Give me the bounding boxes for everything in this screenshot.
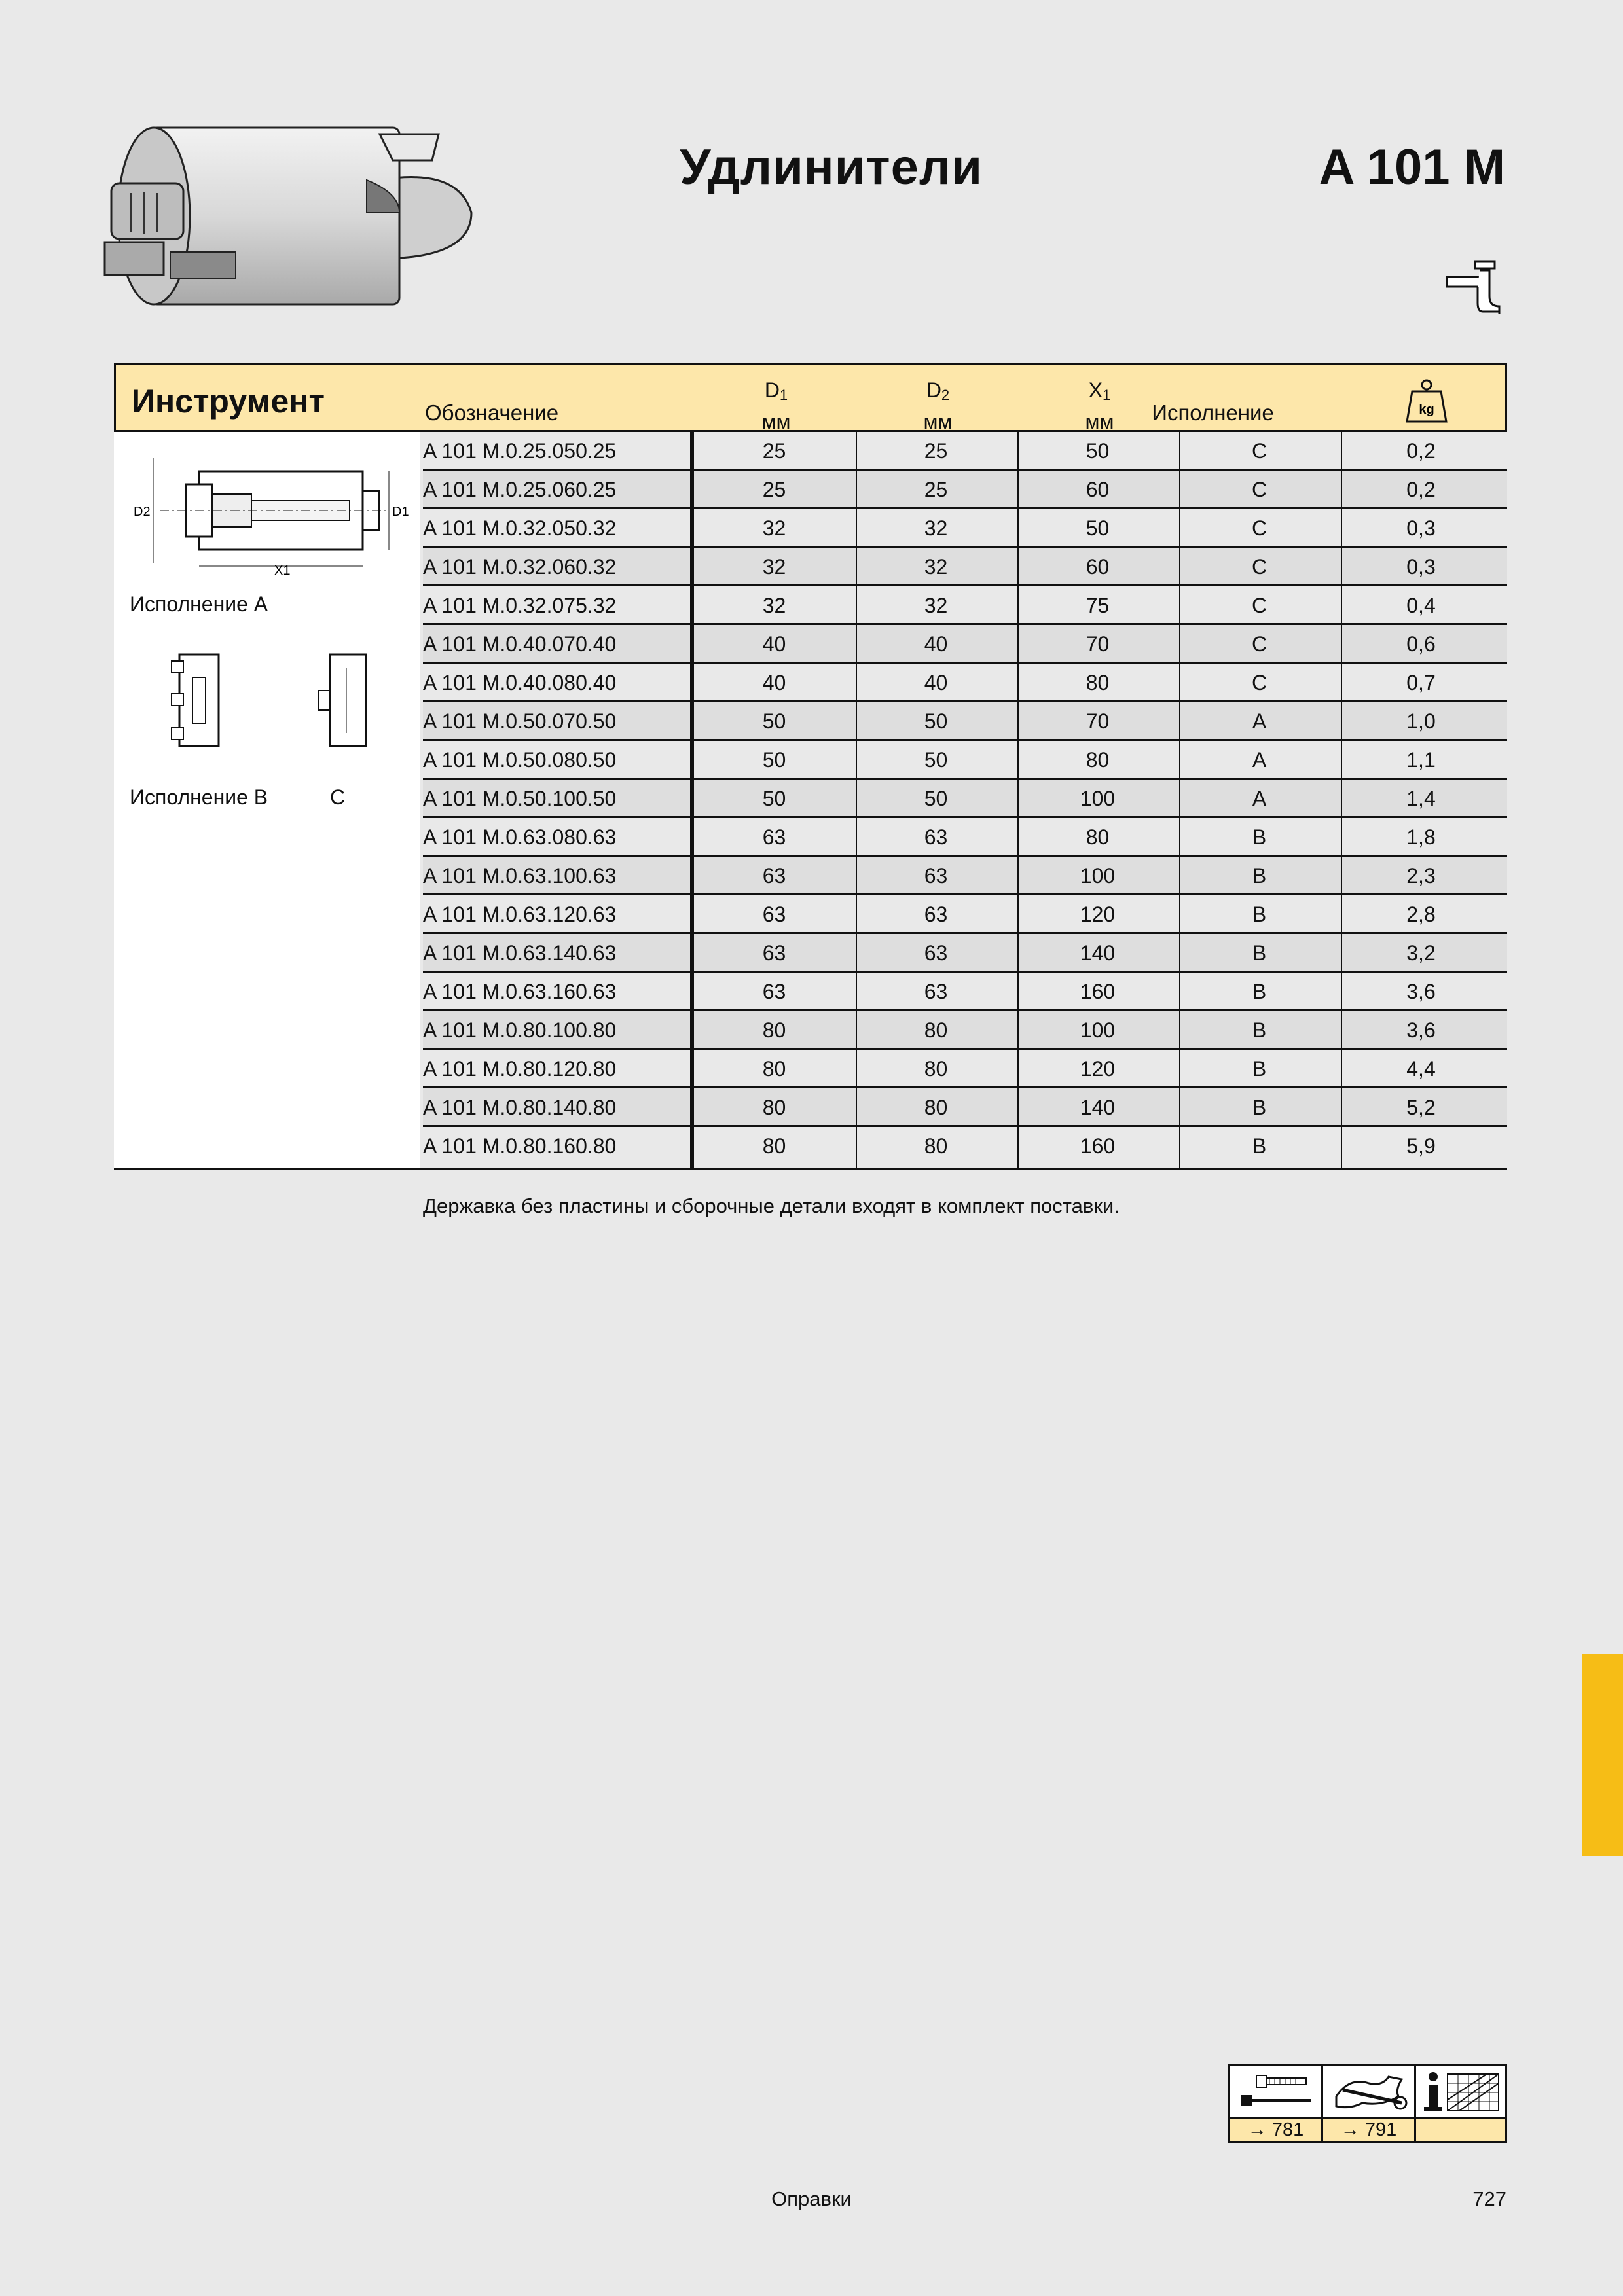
- cell-designation: A 101 M.0.80.100.80: [423, 1018, 617, 1042]
- cell-execution: B: [1252, 825, 1267, 849]
- cell-d2: 32: [924, 516, 948, 540]
- table-row: [423, 1088, 1507, 1127]
- cell-weight: 5,9: [1406, 1134, 1436, 1158]
- table-row: [423, 586, 1507, 625]
- execution-a-label: Исполнение A: [130, 592, 268, 616]
- header-designation: Обозначение: [425, 401, 559, 425]
- table-row: [423, 741, 1507, 780]
- cell-x1: 80: [1085, 748, 1110, 772]
- column-divider: [690, 432, 694, 1170]
- cell-x1: 60: [1085, 555, 1110, 579]
- table-bottom-rule: [114, 1168, 1507, 1170]
- cell-weight: 3,6: [1406, 1018, 1436, 1042]
- footnote: Державка без пластины и сборочные детали входят в комплект поставки.: [423, 1194, 1120, 1217]
- cell-x1: 60: [1085, 478, 1110, 501]
- table-row: [423, 934, 1507, 973]
- cell-x1: 70: [1085, 632, 1110, 656]
- cell-x1: 80: [1085, 825, 1110, 849]
- cell-x1: 100: [1080, 1018, 1116, 1042]
- cell-designation: A 101 M.0.80.160.80: [423, 1134, 617, 1158]
- cell-designation: A 101 M.0.63.100.63: [423, 864, 617, 888]
- cell-x1: 100: [1080, 864, 1116, 888]
- cell-d1: 80: [762, 1096, 786, 1119]
- cell-d1: 63: [762, 825, 786, 849]
- table-row: [423, 973, 1507, 1011]
- cell-d2: 25: [924, 439, 948, 463]
- cell-d1: 63: [762, 903, 786, 926]
- cell-d2: 63: [924, 903, 948, 926]
- cell-execution: B: [1252, 903, 1267, 926]
- svg-text:X1: X1: [274, 564, 291, 576]
- cell-d2: 80: [924, 1134, 948, 1158]
- cell-x1: 160: [1080, 1134, 1116, 1158]
- table-row: [423, 471, 1507, 509]
- cell-execution: A: [1252, 709, 1267, 733]
- cell-d2: 80: [924, 1057, 948, 1081]
- column-divider: [1179, 432, 1180, 1170]
- cell-designation: A 101 M.0.63.140.63: [423, 941, 617, 965]
- cell-execution: B: [1252, 980, 1267, 1003]
- cell-designation: A 101 M.0.63.160.63: [423, 980, 617, 1003]
- table-row: [423, 702, 1507, 741]
- cell-d2: 40: [924, 671, 948, 694]
- ref-791-label[interactable]: → 791: [1323, 2117, 1414, 2141]
- table-row: [423, 818, 1507, 857]
- cell-d2: 80: [924, 1096, 948, 1119]
- cell-d2: 50: [924, 787, 948, 810]
- cell-execution: C: [1251, 671, 1267, 694]
- cell-execution: A: [1252, 787, 1267, 810]
- cell-execution: C: [1251, 555, 1267, 579]
- cell-designation: A 101 M.0.50.080.50: [423, 748, 617, 772]
- cell-x1: 160: [1080, 980, 1116, 1003]
- weight-icon: [1404, 378, 1449, 424]
- cell-d2: 80: [924, 1018, 948, 1042]
- ref-info-label: [1416, 2117, 1505, 2141]
- cell-weight: 1,8: [1406, 825, 1436, 849]
- cell-designation: A 101 M.0.32.060.32: [423, 555, 617, 579]
- cell-d2: 63: [924, 864, 948, 888]
- cell-weight: 5,2: [1406, 1096, 1436, 1119]
- ref-781-label[interactable]: → 781: [1230, 2117, 1321, 2141]
- table-header: [114, 363, 1507, 432]
- wrench-hand-icon: [1330, 2070, 1410, 2113]
- cell-weight: 2,3: [1406, 864, 1436, 888]
- cell-d2: 32: [924, 555, 948, 579]
- product-table: [114, 363, 1507, 1166]
- ref-assembly[interactable]: [1323, 2066, 1416, 2141]
- cell-designation: A 101 M.0.80.140.80: [423, 1096, 617, 1119]
- cell-designation: A 101 M.0.40.080.40: [423, 671, 617, 694]
- cell-d2: 50: [924, 709, 948, 733]
- cell-d2: 40: [924, 632, 948, 656]
- cell-execution: B: [1252, 1057, 1267, 1081]
- ref-spare-parts[interactable]: [1230, 2066, 1323, 2141]
- cell-weight: 1,1: [1406, 748, 1436, 772]
- cell-d1: 32: [762, 594, 786, 617]
- execution-c-label: C: [330, 785, 346, 809]
- column-divider: [1341, 432, 1342, 1170]
- cell-designation: A 101 M.0.25.060.25: [423, 478, 617, 501]
- cell-d1: 50: [762, 709, 786, 733]
- cell-d2: 50: [924, 748, 948, 772]
- cell-x1: 140: [1080, 1096, 1116, 1119]
- cell-designation: A 101 M.0.50.100.50: [423, 787, 617, 810]
- column-divider: [1017, 432, 1019, 1170]
- cell-weight: 4,4: [1406, 1057, 1436, 1081]
- table-row: [423, 432, 1507, 471]
- cell-execution: A: [1252, 748, 1267, 772]
- execution-b-label: Исполнение B: [130, 785, 268, 809]
- screw-icon: [1237, 2072, 1315, 2112]
- cell-d2: 25: [924, 478, 948, 501]
- cell-d1: 80: [762, 1018, 786, 1042]
- cell-weight: 0,4: [1406, 594, 1436, 617]
- table-row: [423, 895, 1507, 934]
- cell-weight: 0,3: [1406, 516, 1436, 540]
- section-tab[interactable]: [1582, 1654, 1623, 1856]
- cell-weight: 3,2: [1406, 941, 1436, 965]
- cell-execution: B: [1252, 864, 1267, 888]
- cell-execution: B: [1252, 941, 1267, 965]
- cell-execution: C: [1251, 594, 1267, 617]
- cell-d1: 25: [762, 439, 786, 463]
- column-divider: [856, 432, 857, 1170]
- cell-d1: 50: [762, 787, 786, 810]
- cell-designation: A 101 M.0.63.120.63: [423, 903, 617, 926]
- cell-weight: 0,2: [1406, 478, 1436, 501]
- cell-d1: 32: [762, 516, 786, 540]
- table-row: [423, 857, 1507, 895]
- header-d2: $D_2$ мм: [923, 378, 953, 433]
- cell-execution: B: [1252, 1018, 1267, 1042]
- table-row: [423, 509, 1507, 548]
- ref-info[interactable]: [1416, 2066, 1505, 2141]
- cell-weight: 0,3: [1406, 555, 1436, 579]
- table-row: [423, 1011, 1507, 1050]
- cell-d2: 63: [924, 941, 948, 965]
- cell-execution: C: [1251, 516, 1267, 540]
- cell-x1: 120: [1080, 1057, 1116, 1081]
- reference-box: [1228, 2064, 1507, 2143]
- cell-d1: 80: [762, 1134, 786, 1158]
- cell-designation: A 101 M.0.40.070.40: [423, 632, 617, 656]
- cell-execution: C: [1251, 632, 1267, 656]
- product-code: A 101 M: [1319, 139, 1505, 195]
- page-number: 727: [1472, 2187, 1506, 2210]
- page-title: Удлинители: [680, 139, 983, 195]
- cell-d2: 63: [924, 980, 948, 1003]
- table-row: [423, 1050, 1507, 1088]
- svg-text:D1: D1: [392, 505, 409, 519]
- cell-weight: 1,4: [1406, 787, 1436, 810]
- table-body: [114, 432, 1507, 1166]
- section-name: Оправки: [771, 2187, 852, 2210]
- svg-text:D2: D2: [134, 505, 151, 519]
- cell-designation: A 101 M.0.32.050.32: [423, 516, 617, 540]
- cell-d1: 50: [762, 748, 786, 772]
- cell-d1: 40: [762, 632, 786, 656]
- table-row: [423, 1127, 1507, 1166]
- cell-designation: A 101 M.0.50.070.50: [423, 709, 617, 733]
- cell-d1: 63: [762, 864, 786, 888]
- info-icon: [1421, 2070, 1501, 2113]
- table-row: [423, 664, 1507, 702]
- table-row: [423, 625, 1507, 664]
- header-d1: $D_1$ мм: [761, 378, 791, 433]
- cell-d1: 40: [762, 671, 786, 694]
- cell-designation: A 101 M.0.80.120.80: [423, 1057, 617, 1081]
- cell-designation: A 101 M.0.32.075.32: [423, 594, 617, 617]
- cell-x1: 50: [1085, 516, 1110, 540]
- cell-execution: B: [1252, 1096, 1267, 1119]
- cell-d1: 80: [762, 1057, 786, 1081]
- cell-weight: 3,6: [1406, 980, 1436, 1003]
- cell-x1: 80: [1085, 671, 1110, 694]
- cell-d1: 63: [762, 941, 786, 965]
- header-execution: Исполнение: [1152, 401, 1274, 425]
- cell-execution: C: [1251, 478, 1267, 501]
- cell-weight: 0,7: [1406, 671, 1436, 694]
- cell-d1: 63: [762, 980, 786, 1003]
- cell-d2: 32: [924, 594, 948, 617]
- cell-x1: 70: [1085, 709, 1110, 733]
- cell-weight: 0,6: [1406, 632, 1436, 656]
- header-x1: $X_1$ мм: [1085, 378, 1114, 433]
- table-row: [423, 548, 1507, 586]
- cell-designation: A 101 M.0.25.050.25: [423, 439, 617, 463]
- table-row: [423, 780, 1507, 818]
- cell-x1: 75: [1085, 594, 1110, 617]
- cell-execution: C: [1251, 439, 1267, 463]
- cell-weight: 0,2: [1406, 439, 1436, 463]
- cell-d1: 25: [762, 478, 786, 501]
- cell-execution: B: [1252, 1134, 1267, 1158]
- svg-text:kg: kg: [1419, 403, 1434, 417]
- cell-x1: 50: [1085, 439, 1110, 463]
- cell-d2: 63: [924, 825, 948, 849]
- cell-x1: 120: [1080, 903, 1116, 926]
- coolant-tap-icon: [1444, 260, 1506, 314]
- cell-weight: 1,0: [1406, 709, 1436, 733]
- cell-d1: 32: [762, 555, 786, 579]
- cell-designation: A 101 M.0.63.080.63: [423, 825, 617, 849]
- cell-x1: 100: [1080, 787, 1116, 810]
- cell-x1: 140: [1080, 941, 1116, 965]
- header-tool: Инструмент: [132, 383, 325, 420]
- cell-weight: 2,8: [1406, 903, 1436, 926]
